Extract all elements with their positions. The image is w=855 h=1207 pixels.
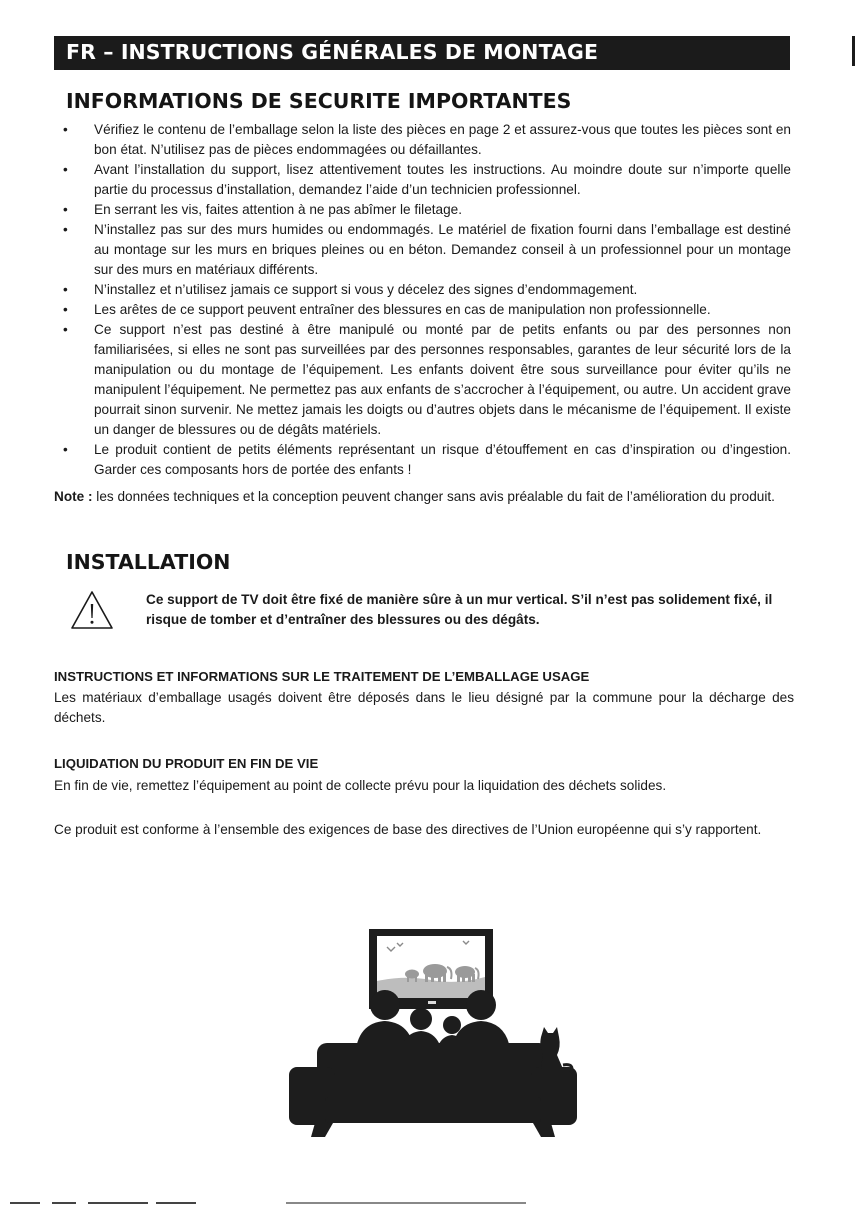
note-label: Note : — [54, 489, 93, 504]
couch — [289, 1043, 577, 1137]
conformity-text: Ce produit est conforme à l’ensemble des exigences de base des directives de l’Union européenne qui s’y rapportent. — [54, 822, 762, 837]
bullet: • — [63, 442, 68, 457]
list-item-text: N’installez et n’utilisez jamais ce support si vous y décelez des signes d’endommagement. — [94, 282, 638, 297]
list-item-text: En serrant les vis, faites attention à ne pas abîmer le filetage. — [94, 202, 462, 217]
bullet: • — [63, 302, 68, 317]
list-item — [58, 440, 791, 480]
bullet: • — [63, 322, 68, 337]
list-item-text: Les arêtes de ce support peuvent entraîner des blessures en cas de manipulation non professionnelle. — [94, 302, 711, 317]
list-item — [58, 160, 791, 200]
list-item — [58, 280, 791, 300]
bullet: • — [63, 122, 68, 137]
list-item-text: Avant l’installation du support, lisez attentivement toutes les instructions. Au moindre doute sur n’importe quelle partie du processus d’installation, demandez l’aide d’un technicien professionnel. — [94, 162, 791, 197]
safety-heading: INFORMATIONS DE SECURITE IMPORTANTES — [66, 89, 572, 113]
end-of-life-text: En fin de vie, remettez l’équipement au point de collecte prévu pour la liquidation des déchets solides. — [54, 778, 667, 793]
list-item-text: Le produit contient de petits éléments représentant un risque d’étouffement en cas d’inspiration ou d’ingestion. Garder ces composants hors de portée des enfants ! — [94, 442, 791, 477]
list-item-text: Vérifiez le contenu de l’emballage selon la liste des pièces en page 2 et assurez-vous que toutes les pièces sont en bon état. N’utilisez pas de pièces endommagées ou défaillantes. — [94, 122, 791, 157]
installation-warning-text: Ce support de TV doit être fixé de manière sûre à un mur vertical. S’il n’est pas solidement fixé, il risque de tomber et d’entraîner des blessures ou des dégâts. — [146, 592, 773, 627]
bullet: • — [63, 162, 68, 177]
list-item — [58, 300, 791, 320]
list-item — [58, 200, 791, 220]
bullet: • — [63, 222, 68, 237]
warning-triangle-icon — [70, 590, 114, 630]
list-item-text: Ce support n’est pas destiné à être manipulé ou monté par de petits enfants ou par des personnes non familiarisées, si elles ne sont pas surveillées par des personnes responsables, garantes de leur sécurité lors de la manipulation ou du montage de l’équipement. Les enfants doivent être sous surveillance pour éviter qu’ils ne manipulent l’équipement. Ne permettez pas aux enfants de s’accrocher à l’équipement, ou autre. Un accident grave pourrait sinon survenir. Ne mettez jamais les doigts ou d’autres objets dans le mécanisme de l’équipement. Il existe un danger de blessures ou de dégâts matériels. — [94, 322, 791, 437]
footer-strip — [0, 1198, 855, 1207]
list-item — [58, 120, 791, 160]
page-header-bar — [54, 36, 790, 70]
list-item-text: N’installez pas sur des murs humides ou endommagés. Le matériel de fixation fourni dans l’emballage est destiné au montage sur les murs en briques pleines ou en béton. Demandez conseil à un professionnel pour un montage sur des murs en matériaux différents. — [94, 222, 791, 277]
bullet: • — [63, 282, 68, 297]
family-watching-tv-illustration — [285, 925, 581, 1137]
list-item — [58, 220, 791, 280]
end-of-life-title: LIQUIDATION DU PRODUIT EN FIN DE VIE — [54, 756, 319, 771]
packaging-title: INSTRUCTIONS ET INFORMATIONS SUR LE TRAITEMENT DE L’EMBALLAGE USAGE — [54, 669, 590, 684]
note-paragraph — [54, 487, 791, 507]
installation-heading: INSTALLATION — [66, 550, 231, 574]
cat — [540, 1027, 572, 1073]
note-text: les données techniques et la conception peuvent changer sans avis préalable du fait de l’amélioration du produit. — [92, 489, 775, 504]
safety-list — [58, 120, 791, 480]
packaging-text: Les matériaux d’emballage usagés doivent être déposés dans le lieu désigné par la commune pour la décharge des déchets. — [54, 690, 794, 725]
page-header-title: FR – INSTRUCTIONS GÉNÉRALES DE MONTAGE — [66, 40, 599, 64]
list-item — [58, 320, 791, 440]
bullet: • — [63, 202, 68, 217]
